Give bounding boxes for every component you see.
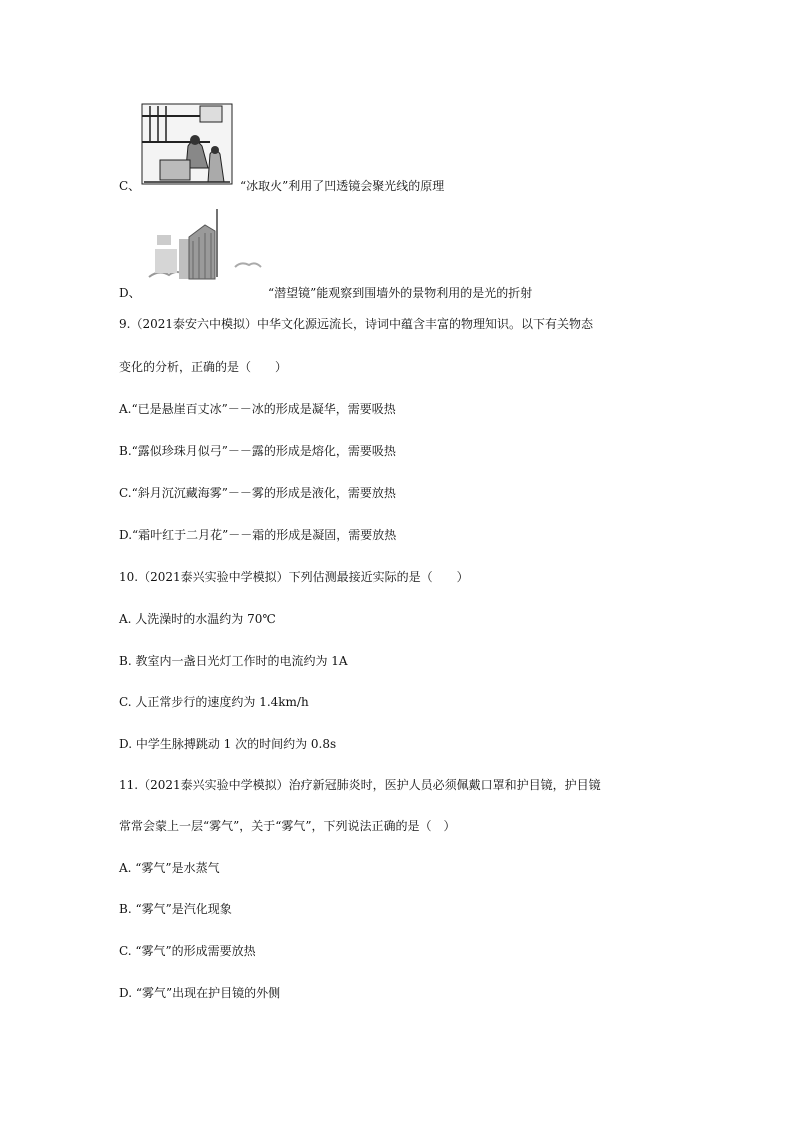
- q10-option-b: B. 教室内一盏日光灯工作时的电流约为 1A: [119, 654, 348, 668]
- q10-option-c: C. 人正常步行的速度约为 1.4km/h: [119, 695, 309, 709]
- q11-option-c: C. “雾气”的形成需要放热: [119, 944, 256, 958]
- q9-option-a: A.“已是悬崖百丈冰”－－冰的形成是凝华，需要吸热: [119, 402, 396, 416]
- q9-option-d: D.“霜叶红于二月花”－－霜的形成是凝固，需要放热: [119, 528, 397, 542]
- q10-option-d: D. 中学生脉搏跳动 1 次的时间约为 0.8s: [119, 737, 337, 751]
- ancient-illustration-icon: [140, 102, 235, 188]
- q11-option-a: A. “雾气”是水蒸气: [119, 861, 220, 875]
- q9-option-b: B.“露似珍珠月似弓”－－露的形成是熔化，需要吸热: [119, 444, 396, 458]
- q11-option-b: B. “雾气”是汽化现象: [119, 902, 232, 916]
- q9-option-c: C.“斜月沉沉藏海雾”－－雾的形成是液化，需要放热: [119, 486, 396, 500]
- q9-stem-line1: 9.（2021泰安六中模拟）中华文化源远流长，诗词中蕴含丰富的物理知识。以下有关物态: [119, 317, 593, 331]
- q10-stem: 10.（2021泰兴实验中学模拟）下列估测最接近实际的是（ ）: [119, 570, 469, 584]
- q11-option-d: D. “雾气”出现在护目镜的外侧: [119, 986, 281, 1000]
- option-c-letter: C、: [119, 179, 141, 193]
- q11-stem-line2: 常常会蒙上一层“雾气”，关于“雾气”，下列说法正确的是（ ）: [119, 819, 456, 833]
- q10-option-a: A. 人洗澡时的水温约为 70℃: [119, 612, 276, 626]
- q11-stem-line1: 11.（2021泰兴实验中学模拟）治疗新冠肺炎时，医护人员必须佩戴口罩和护目镜，护目镜: [119, 778, 601, 792]
- q9-stem-line2: 变化的分析，正确的是（ ）: [119, 360, 288, 374]
- option-c-text: “冰取火”利用了凹透镜会聚光线的原理: [240, 179, 445, 193]
- periscope-wall-illustration-icon: [145, 207, 265, 285]
- option-d-letter: D、: [119, 286, 141, 300]
- option-d-text: “潜望镜”能观察到围墙外的景物利用的是光的折射: [268, 286, 533, 300]
